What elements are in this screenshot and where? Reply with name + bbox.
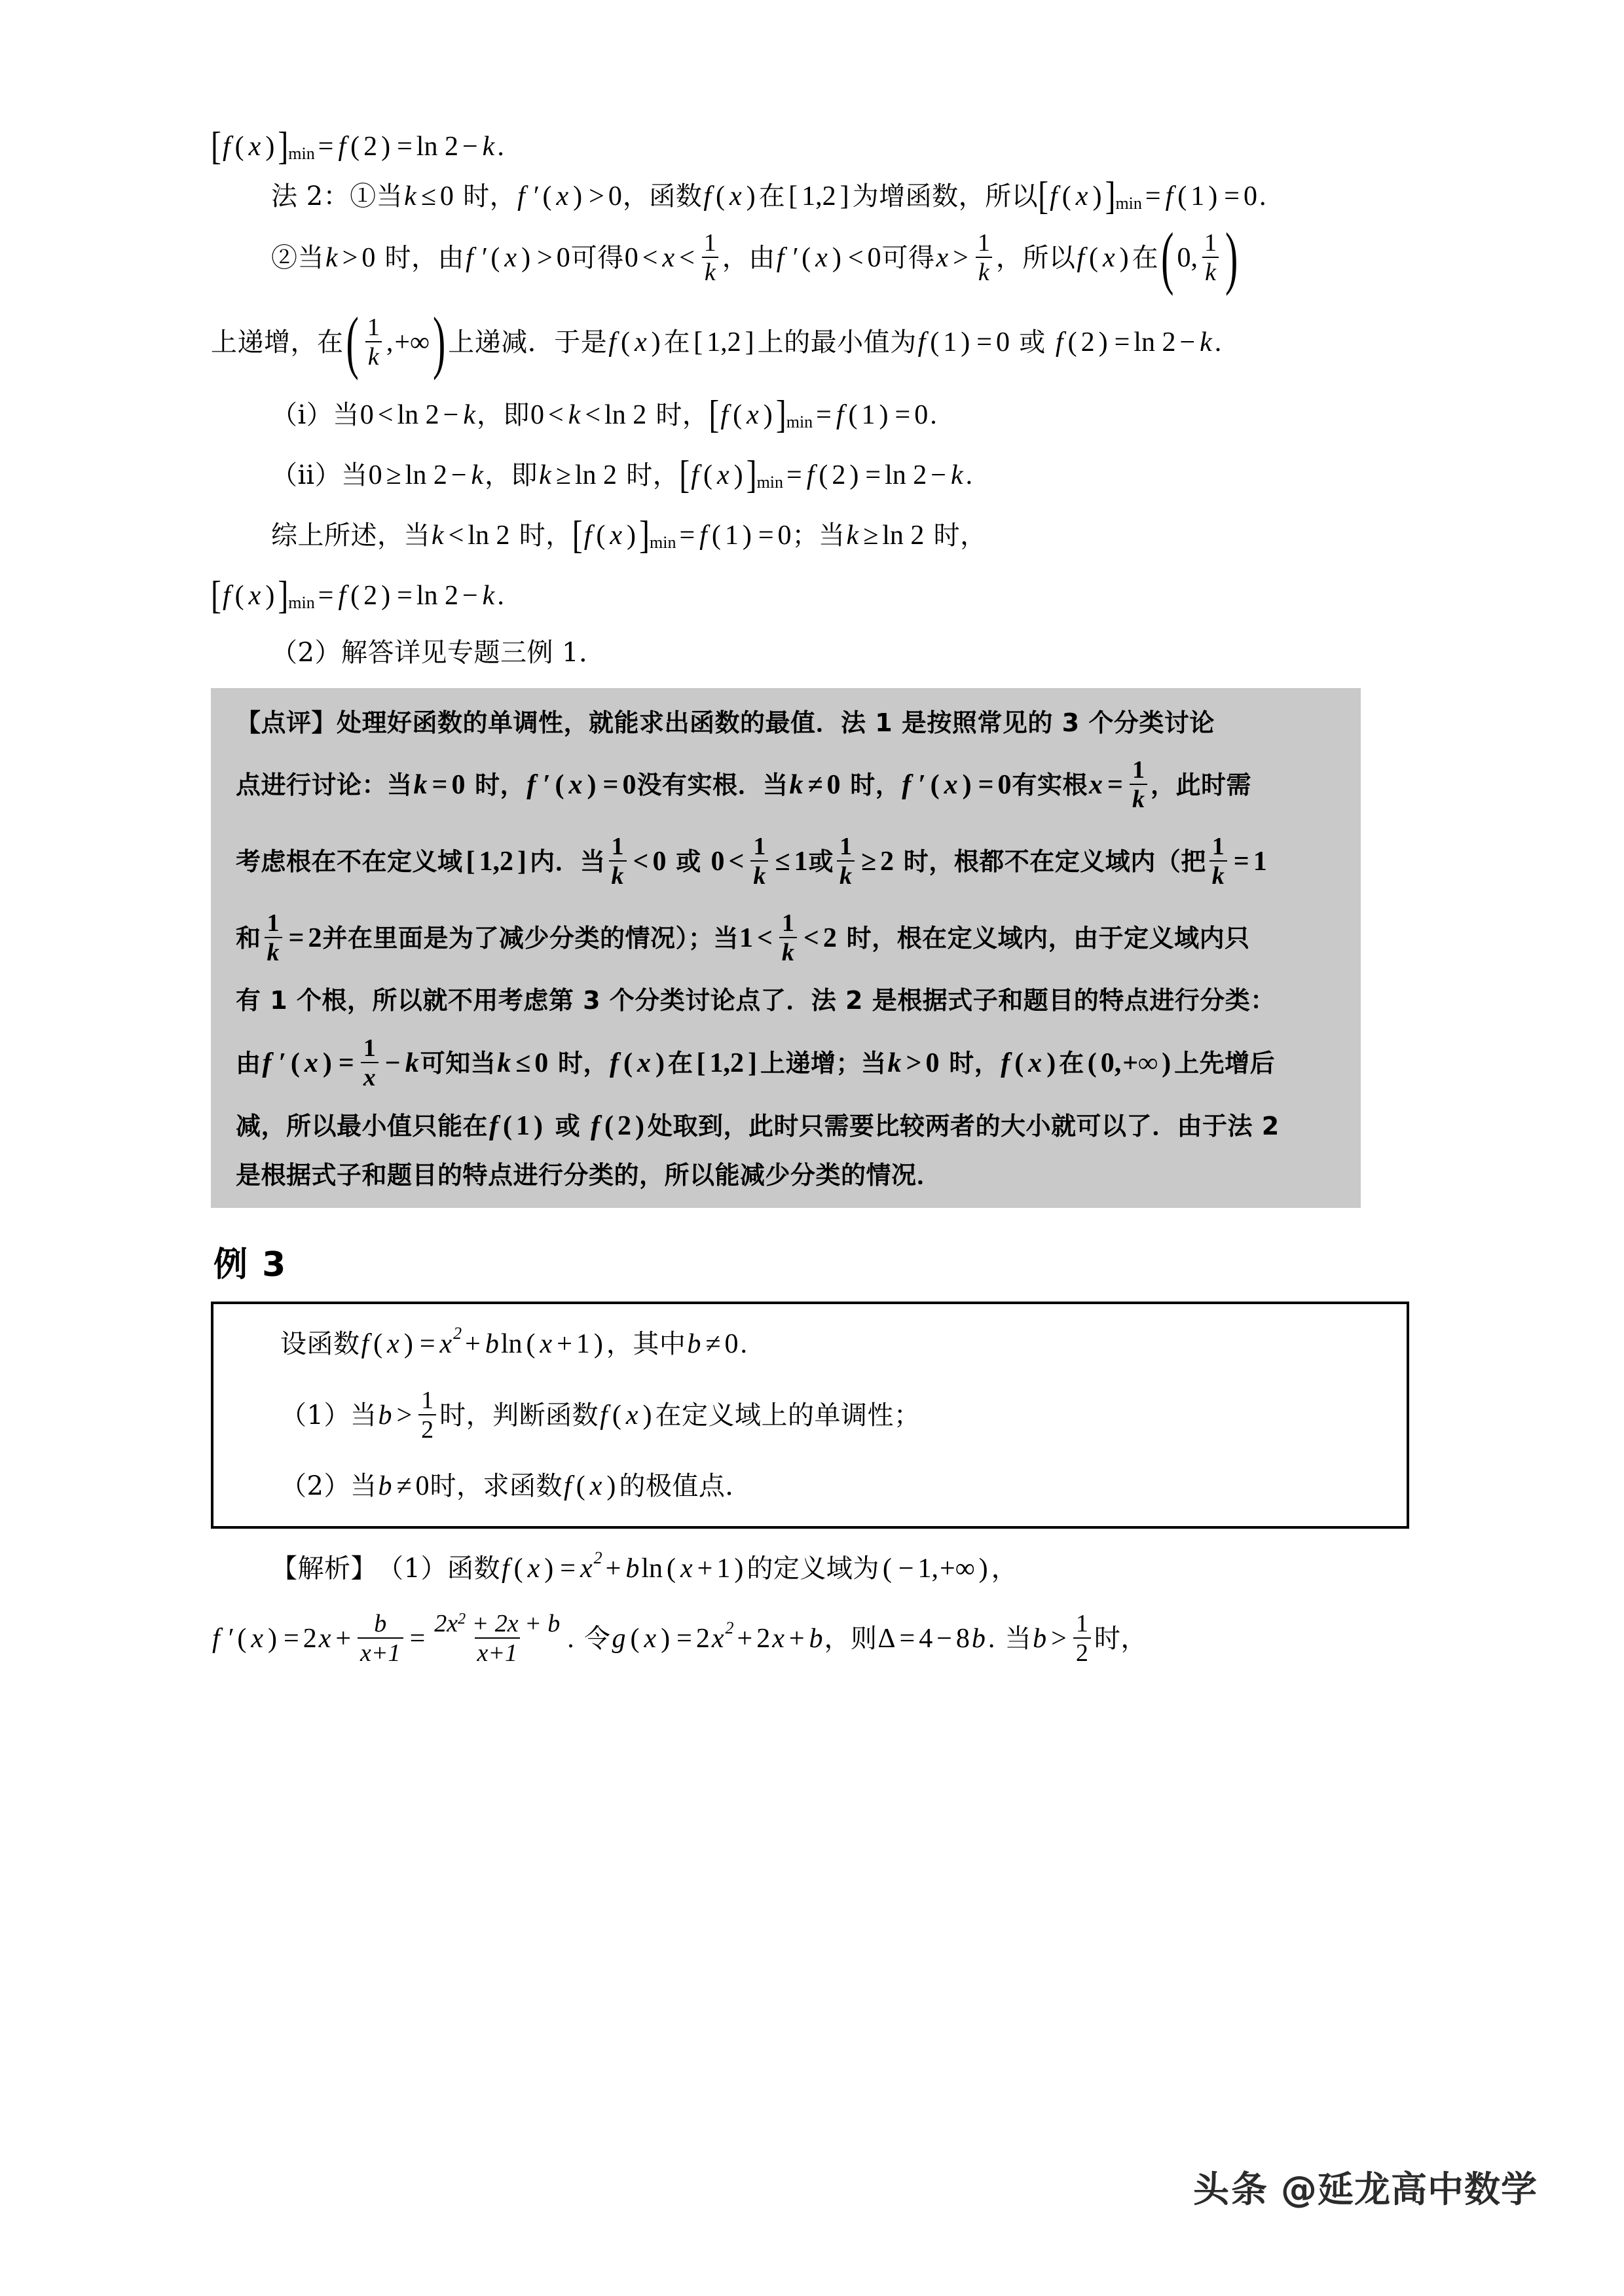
- example-3-heading: 例 3: [213, 1245, 287, 1285]
- comment-line-8-text: 是根据式子和题目的特点进行分类的，所以能减少分类的情况．: [236, 1161, 942, 1190]
- example-3-problem-box: [211, 1302, 1409, 1529]
- comment-tag: 【点评】: [236, 708, 337, 737]
- problem-question-2: （2）当 b ≠ 0 时，求函数 f ( x ) 的极值点．: [280, 1471, 752, 1501]
- comment-line-1-text: 处理好函数的单调性，就能求出函数的最值．法 1 是按照常见的 3 个分类讨论: [337, 708, 1215, 737]
- comment-line-1: [236, 710, 1336, 735]
- watermark-logo: 头条: [1192, 2168, 1269, 2210]
- solution-derivative-line: f ′ ( x ) = 2 x + $\frac{b}{x+1}$ = $\frac{2x^2 + 2x + b}{x+1}$ . 令 g ( x ) = 2 x 2 + 2 x + b ，则 Δ = 4 − 8 b . 当 b > $\frac{1}{2}$ 时，: [212, 1610, 1147, 1667]
- equation-min-top: [ f ( x ) ] min = f ( 2 ) = ln 2 − k .: [211, 124, 504, 168]
- comment-line-8: [236, 1162, 1336, 1188]
- problem-question-1: （1）当 b > $\frac{1}{2}$ 时，判断函数 f ( x ) 在定义域上的单调性；: [280, 1387, 921, 1444]
- comment-line-4: 和 $\frac{1}{k}$ = 2 并在里面是为了减少分类的情况）；当 1 < $\frac{1}{k}$ < 2 时，根在定义域内，由于定义域内只: [236, 909, 1250, 966]
- comment-line-6: 由 f ′ ( x ) = $\frac{1}{x}$ − k 可知当 k ≤ 0 时， f ( x ) 在 [ 1,2 ] 上递增；当 k > 0 时， f ( x ) 在 ( 0, +∞ ) 上先增后: [236, 1034, 1276, 1091]
- part2-reference-text: （2）解答详见专题三例 1．: [271, 638, 606, 668]
- watermark: [1193, 2160, 1538, 2212]
- summary-equation: [ f ( x ) ] min = f ( 2 ) = ln 2 − k .: [211, 574, 504, 617]
- comment-line-7: 减，所以最小值只能在 f ( 1 ) 或 f ( 2 ) 处取到，此时只需要比较两者的大小就可以了．由于法 2: [236, 1111, 1280, 1141]
- watermark-text: @延龙高中数学: [1280, 2168, 1538, 2210]
- method2-case2: ②当 k > 0 时，由 f ′ ( x ) > 0 可得 0 < x < $\frac{1}{k}$ ，由 f ′ ( x ) < 0 可得 x > $\frac{1}{k}$ ，所以 f ( x ) 在 ( 0, $\frac{1}{k}$ ): [271, 217, 1238, 297]
- case-ii: （ⅱ）当 0 ≥ ln 2 − k ，即 k ≥ ln 2 时， [ f ( x ) ] min = f ( 2 ) = ln 2 − k .: [271, 453, 973, 497]
- comment-line-2: 点进行讨论：当 k = 0 时， f ′ ( x ) = 0 没有实根．当 k ≠ 0 时， f ′ ( x ) = 0 有实根 x = $\frac{1}{k}$ ，此时需: [236, 756, 1251, 813]
- part2-reference: [211, 639, 1416, 666]
- method2-case2-continued: 上递增，在 ( $\frac{1}{k}$ , +∞ ) 上递减．于是 f ( x ) 在 [ 1,2 ] 上的最小值为 f ( 1 ) = 0 或 f ( 2 ) = ln 2 − k .: [211, 302, 1222, 381]
- summary-line: 综上所述，当 k < ln 2 时， [ f ( x ) ] min = f ( 1 ) = 0 ；当 k ≥ ln 2 时，: [271, 513, 987, 557]
- comment-line-3: 考虑根在不在定义域 [ 1,2 ] 内．当 $\frac{1}{k}$ < 0 或 0 < $\frac{1}{k}$ ≤ 1 或 $\frac{1}{k}$ ≥ 2 时，根都不在定义域内（把 $\frac{1}{k}$ = 1: [236, 833, 1267, 890]
- comment-box: [211, 688, 1361, 1208]
- comment-line-5-text: 有 1 个根，所以就不用考虑第 3 个分类讨论点了．法 2 是根据式子和题目的特点进行分类：: [236, 986, 1276, 1015]
- problem-stem: 设函数 f ( x ) = x 2 + b ln ( x + 1 ) ，其中 b ≠ 0 .: [280, 1324, 747, 1359]
- comment-line-5: [236, 987, 1336, 1013]
- case-i: （ⅰ）当 0 < ln 2 − k ，即 0 < k < ln 2 时， [ f ( x ) ] min = f ( 1 ) = 0 .: [271, 393, 937, 437]
- page-content: [211, 124, 1416, 1667]
- solution-line-1: 【解析】 （1）函数 f ( x ) = x 2 + b ln ( x + 1 ) 的定义域为 ( − 1, +∞ ) ，: [271, 1548, 1018, 1584]
- solution-tag: 【解析】: [271, 1554, 377, 1584]
- method2-case1: 法 2：①当 k ≤ 0 时， f ′ ( x ) > 0 ，函数 f ( x ) 在 [ 1,2 ] 为增函数，所以 [ f ( x ) ] min = f ( 1 ) = 0 .: [271, 174, 1266, 218]
